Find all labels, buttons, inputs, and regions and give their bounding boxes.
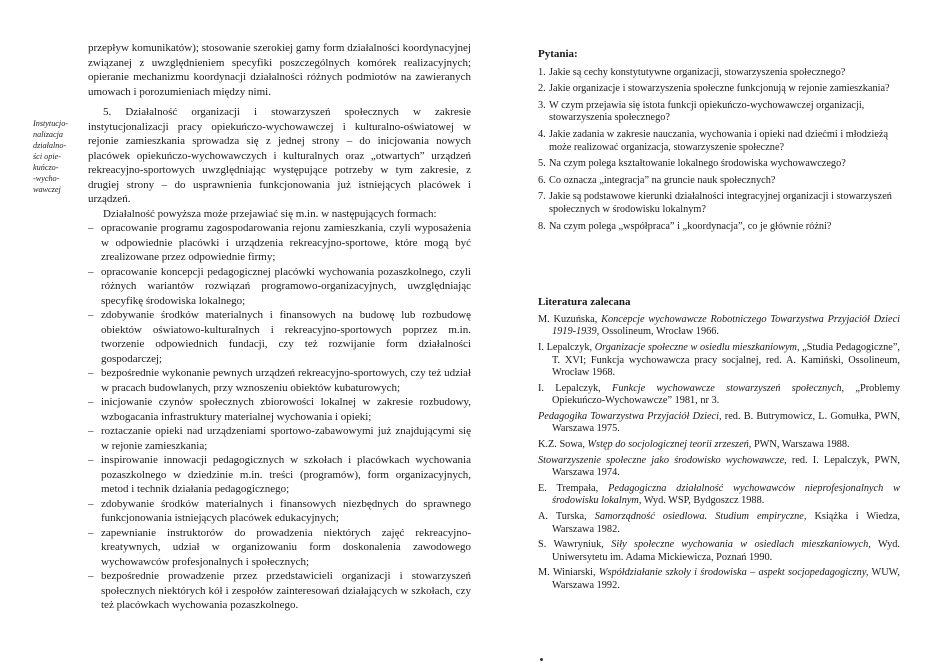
question-number: 5. — [538, 158, 546, 170]
reference-author: A. Turska, — [538, 511, 587, 523]
paragraph-forms-intro: Działalność powyższa może przejawiać się m.in. w następujących formach: — [103, 207, 437, 220]
margin-note-line: nalizacja — [33, 130, 64, 139]
question-text: Jakie organizacje i stowarzyszenia społeczne funkcjonują w rejonie zamieszkania? — [549, 83, 890, 95]
reference-author: E. Trempała, — [538, 482, 599, 494]
question-item — [538, 191, 900, 216]
reference-author: I. Lepalczyk, — [538, 382, 601, 394]
question-text: Na czym polega „współpraca” i „koordynacja”, co je głównie różni? — [549, 220, 832, 232]
list-item: – zdobywanie środków materialnych i finansowych na budowę lub rozbudowę obiektów oświatowo-kulturalnych i rekreacyjno-sportowych poprzez m.in. tworzenie odpowiednich fundacji, czy też rozwijanie form działalności gospodarczej; — [88, 308, 471, 366]
reference-details: Wyd. WSP, Bydgoszcz 1988. — [643, 495, 765, 507]
reference-author: M. Winiarski, — [538, 567, 596, 579]
margin-note-line: Instytucjo- — [33, 119, 69, 128]
question-number: 7. — [538, 191, 546, 203]
question-number: 1. — [538, 66, 546, 78]
reference-title: Siły społeczne wychowania w osiedlach mieszkaniowych, — [611, 539, 871, 551]
question-item — [538, 129, 900, 154]
question-text: Jakie są cechy konstytutywne organizacji, stowarzyszenia społecznego? — [549, 66, 846, 78]
scan-speck — [540, 658, 543, 661]
reference-details: „Studia Pedagogiczne”, T. XVI; Funkcja wychowawcza pracy socjalnej, red. A. Kamiński, Ossolineum, Wrocław 1968. — [552, 341, 901, 379]
reference-item — [538, 342, 900, 380]
reference-title: Organizacje społeczne w osiedlu mieszkaniowym, — [594, 341, 800, 353]
reference-title: Stowarzyszenie społeczne jako środowisko wychowawcze, — [538, 454, 787, 466]
margin-note — [33, 118, 73, 195]
reference-details: „Problemy Opiekuńczo-Wychowawcze” 1981, nr 3. — [552, 382, 901, 407]
reference-details: red. I. Lepalczyk, PWN, Warszawa 1974. — [552, 454, 900, 479]
question-item — [538, 100, 900, 125]
reference-author: K.Z. Sowa, — [538, 439, 585, 451]
question-number: 4. — [538, 128, 546, 140]
question-number: 3. — [538, 99, 546, 111]
reference-item — [538, 411, 900, 436]
margin-note-line: ści opie- — [33, 152, 61, 161]
list-item: – bezpośrednie wykonanie pewnych urządzeń rekreacyjno-sportowych, czy też udział w pracach budowlanych, przy wznoszeniu obiektów kubaturowych; — [88, 366, 471, 395]
reference-title: Współdziałanie szkoły i środowiska – aspekt socjopedagogiczny, — [598, 567, 869, 579]
list-item: – inspirowanie innowacji pedagogicznych w szkołach i placówkach wychowania pozaszkolnego w dziedzinie m.in. treści (programów), form organizacyjnych, metod i technik działania pedagogicznego; — [88, 453, 471, 497]
right-page — [480, 0, 947, 670]
reference-author: S. Wawryniuk, — [538, 539, 604, 551]
list-item: – inicjowanie czynów społecznych zbiorowości lokalnej w zakresie rozbudowy, wzbogacania infrastruktury materialnej wychowania i opieki; — [88, 395, 471, 424]
questions-heading: Pytania: — [538, 48, 578, 60]
list-item: – roztaczanie opieki nad urządzeniami sportowo-zabawowymi już znajdującymi się w rejonie zamieszkania; — [88, 424, 471, 453]
reference-title: Pedagogika Towarzystwa Przyjaciół Dzieci, — [538, 410, 722, 422]
list-item: – opracowanie koncepcji pedagogicznej placówki wychowania pozaszkolnego, czyli różnych wariantów rozwiązań programowo-organizacyjnych, uwzględniając specyfikę środowiska lokalnego; — [88, 265, 471, 309]
question-text: Co oznacza „integracja” na gruncie nauk społecznych? — [549, 174, 776, 186]
reference-item — [538, 314, 900, 339]
question-item — [538, 175, 900, 188]
reference-details: Wyd. Uniwersytetu im. Adama Mickiewicza, Poznań 1990. — [552, 539, 900, 563]
reference-title: Wstęp do socjologicznej teorii zrzeszeń, — [587, 439, 752, 451]
question-item — [538, 67, 900, 80]
list-item: – opracowanie programu zagospodarowania rejonu zamieszkania, czyli wyposażenia w odpowiednie placówki i urządzenia rekreacyjno-sportowe, które mogą być zrealizowane przez odpowiednie firmy; — [88, 221, 471, 265]
question-text: Jakie zadania w zakresie nauczania, wychowania i opieki nad dziećmi i młodzieżą może realizować organizacja, stowarzyszenie społeczne? — [549, 128, 889, 153]
list-item: – bezpośrednie prowadzenie przez przedstawicieli organizacji i stowarzyszeń społecznych niektórych kół i zespołów zainteresowań działających w szkołach, czy też placówkach wychowania pozaszkolnego. — [88, 569, 471, 613]
reference-details: red. B. Butrymowicz, L. Gomułka, PWN, Warszawa 1975. — [552, 410, 900, 435]
questions-list — [538, 67, 900, 234]
question-text: Na czym polega kształtowanie lokalnego środowiska wychowawczego? — [549, 158, 846, 170]
reference-item — [538, 439, 900, 452]
reference-title: Pedagogiczna działalność wychowawców nieprofesjonalnych w środowisku lokalnym, — [552, 482, 901, 507]
list-item: – zdobywanie środków materialnych i finansowych niezbędnych do sprawnego funkcjonowania istniejących placówek edukacyjnych; — [88, 497, 471, 526]
reference-item — [538, 511, 900, 536]
right-body-text — [538, 48, 900, 596]
paragraph-point-5: 5. Działalność organizacji i stowarzyszeń społecznych w zakresie instytucjonalizacji pracy opiekuńczo-wychowawczej i kulturalno-oświatowej w rejonie zamieszkania sprowadza się z jednej strony – do inicjowania nowych placówek opiekuńczo-wychowawczych i kulturalnych oraz „otwartych” urządzeń rekreacyjno-sportowych uwzględniając występujące potrzeby w tym zakresie, z drugiej strony – do usprawnienia funkcjonowania już istniejących placówek i urządzeń. — [88, 106, 471, 205]
question-item — [538, 158, 900, 171]
reference-title: Funkcje wychowawcze stowarzyszeń społecznych, — [612, 382, 845, 394]
literature-list — [538, 314, 900, 593]
question-number: 8. — [538, 220, 546, 232]
reference-item — [538, 455, 900, 480]
reference-item — [538, 539, 900, 564]
reference-details: PWN, Warszawa 1988. — [753, 439, 850, 451]
question-number: 2. — [538, 83, 546, 95]
question-text: Jakie są podstawowe kierunki działalności integracyjnej organizacji i stowarzyszeń społecznych w środowisku lokalnym? — [549, 191, 892, 215]
reference-item — [538, 383, 900, 408]
reference-details: Książka i Wiedza, Warszawa 1982. — [552, 511, 901, 535]
reference-author: M. Kuzuńska, — [538, 313, 598, 325]
margin-note-line: kuńczo- — [33, 163, 59, 172]
reference-author: I. Lepalczyk, — [538, 341, 593, 353]
reference-item — [538, 483, 900, 508]
forms-list — [88, 221, 471, 613]
left-body-text — [88, 41, 471, 613]
reference-details: WUW, Warszawa 1992. — [552, 567, 901, 591]
margin-note-line: wawczej — [33, 185, 61, 194]
question-number: 6. — [538, 174, 546, 186]
literature-heading: Literatura zalecana — [538, 296, 631, 309]
question-text: W czym przejawia się istota funkcji opiekuńczo-wychowawczej organizacji, stowarzyszenia społecznego? — [549, 99, 865, 124]
reference-title: Samorządność osiedlowa. Studium empiryczne, — [594, 511, 807, 523]
paragraph-continuation: przepływ komunikatów); stosowanie szerokiej gamy form działalności koordynacyjnej związanej z uwzględnieniem specyfiki poszczególnych komórek realizacyjnych; opieranie mechanizmu koordynacji działalności różnych podmiotów na zawieranych umowach i porozumieniach między nimi. — [88, 42, 471, 98]
question-item — [538, 83, 900, 96]
reference-details: Ossolineum, Wrocław 1966. — [601, 326, 720, 338]
reference-item — [538, 567, 900, 592]
question-item — [538, 221, 900, 234]
list-item: – zapewnianie instruktorów do prowadzenia niektórych zajęć rekreacyjno-kreatywnych, udział w organizowaniu form doskonalenia zawodowego wychowawców profesjonalnych i społecznych; — [88, 526, 471, 570]
margin-note-line: działalno- — [33, 141, 67, 150]
margin-note-line: -wycho- — [33, 174, 60, 183]
reference-title: Koncepcje wychowawcze Robotniczego Towarzystwa Przyjaciół Dzieci 1919-1939, — [552, 313, 901, 338]
